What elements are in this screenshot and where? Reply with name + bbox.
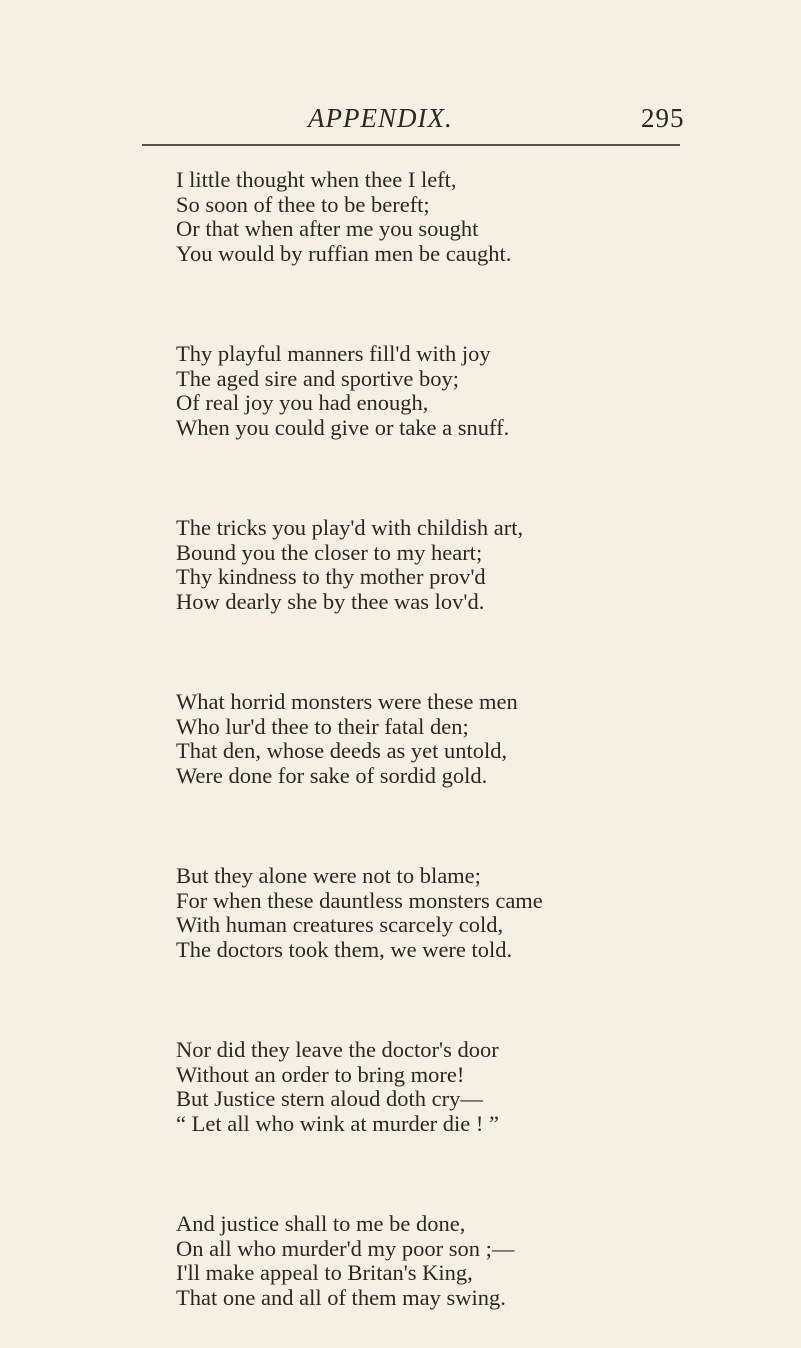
verse-line: But they alone were not to blame;: [176, 863, 481, 888]
verse-line: Were done for sake of sordid gold.: [176, 763, 488, 789]
verse-line: When you could give or take a snuff.: [176, 415, 510, 441]
verse-line: Who lur'd thee to their fatal den;: [176, 713, 469, 739]
running-head: APPENDIX.: [308, 103, 453, 133]
verse-line: The doctors took them, we were told.: [176, 937, 513, 963]
stanza-2: [176, 342, 596, 516]
verse-line: What horrid monsters were these men: [176, 689, 518, 714]
stanza-4: [176, 690, 596, 864]
verse-line: And justice shall to me be done,: [176, 1211, 466, 1236]
stanza-3: [176, 516, 596, 690]
stanza-7: [176, 1212, 596, 1348]
verse-line: But Justice stern aloud doth cry—: [176, 1086, 483, 1112]
verse-line: Nor did they leave the doctor's door: [176, 1037, 499, 1062]
verse-line: For when these dauntless monsters came: [176, 887, 543, 913]
header-rule: [142, 144, 680, 146]
verse-line: I'll make appeal to Britan's King,: [176, 1260, 473, 1286]
verse-line: Thy playful manners fill'd with joy: [176, 341, 491, 366]
verse-line: Thy kindness to thy mother prov'd: [176, 564, 486, 590]
page-header: [0, 103, 801, 143]
verse-line: That den, whose deeds as yet untold,: [176, 738, 508, 764]
verse-line: Bound you the closer to my heart;: [176, 539, 483, 565]
verse-line: Without an order to bring more!: [176, 1061, 465, 1087]
verse-line: The aged sire and sportive boy;: [176, 365, 460, 391]
poem: [176, 168, 596, 1348]
verse-line: How dearly she by thee was lov'd.: [176, 589, 485, 615]
verse-line: You would by ruffian men be caught.: [176, 241, 512, 267]
stanza-5: [176, 864, 596, 1038]
verse-line: Or that when after me you sought: [176, 216, 479, 242]
verse-line: So soon of thee to be bereft;: [176, 191, 430, 217]
stanza-6: [176, 1038, 596, 1212]
verse-line: That one and all of them may swing.: [176, 1285, 506, 1311]
verse-line: The tricks you play'd with childish art,: [176, 515, 524, 540]
verse-line: I little thought when thee I left,: [176, 167, 457, 192]
stanza-1: [176, 168, 596, 342]
verse-line: Of real joy you had enough,: [176, 390, 429, 416]
verse-line: On all who murder'd my poor son ;—: [176, 1235, 515, 1261]
verse-line: “ Let all who wink at murder die ! ”: [176, 1111, 500, 1137]
page-number: 295: [641, 103, 685, 133]
verse-line: With human creatures scarcely cold,: [176, 912, 504, 938]
